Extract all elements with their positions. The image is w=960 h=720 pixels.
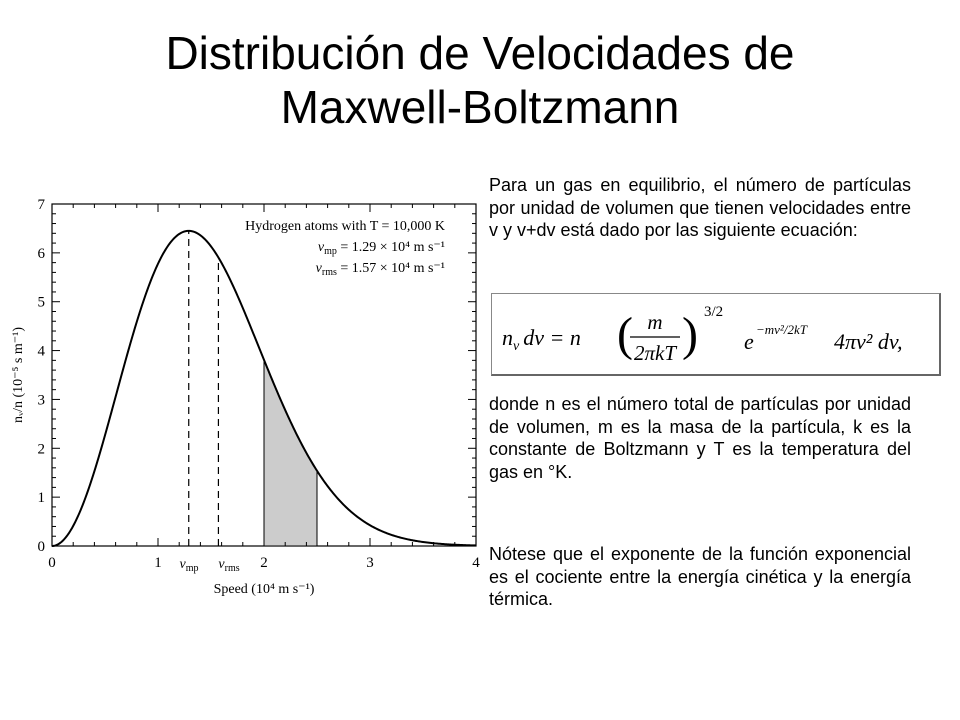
y-tick-label: 5: [37, 294, 45, 311]
x-tick-label: 1: [154, 555, 162, 571]
note-paragraph: Nótese que el exponente de la función exponencial es el cociente entre la energía cinética y la energía térmica.: [489, 544, 911, 610]
shaded-speed-interval: [264, 360, 317, 546]
vrms-label: $v_{rms}$: [218, 557, 240, 574]
svg-text:−mv²/2kT: −mv²/2kT: [756, 322, 807, 337]
x-axis-label: Speed (10⁴ m s⁻¹): [213, 582, 315, 597]
y-tick-label: 0: [37, 539, 45, 555]
svg-text:3/2: 3/2: [704, 304, 724, 320]
definitions-paragraph: donde n es el número total de partículas por unidad de volumen, m es la masa de la partícula, k es la constante de Boltzmann y T es la temperatura del gas en °K.: [489, 394, 911, 482]
title-line-1: Distribución de Velocidades de: [165, 27, 795, 79]
y-tick-label: 4: [37, 343, 45, 360]
chart-title: Hydrogen atoms with T = 10,000 K: [245, 219, 445, 234]
y-tick-label: 3: [37, 392, 45, 409]
annotation-vrms: $v_{rms} = 1.57 \times 10^4$ m s⁻¹: [315, 261, 445, 278]
svg-text:e: e: [744, 329, 754, 354]
equation-box: [491, 293, 941, 376]
svg-text:(: (: [617, 308, 633, 361]
title-line-2: Maxwell-Boltzmann: [280, 81, 680, 133]
y-tick-labels: [38, 197, 46, 555]
slide-title: [0, 26, 960, 134]
x-tick-label: 0: [48, 555, 56, 571]
svg-text:m: m: [647, 310, 663, 334]
y-tick-label: 2: [37, 441, 45, 458]
y-tick-label: 1: [37, 490, 45, 507]
y-tick-label: 7: [37, 197, 45, 213]
maxwell-boltzmann-chart: [0, 185, 480, 615]
y-axis-label: nᵥ/n (10⁻⁵ s m⁻¹): [11, 326, 26, 424]
vmp-label: $v_{mp}$: [179, 557, 199, 574]
y-tick-label: 6: [37, 245, 45, 262]
x-tick-label: 4: [472, 555, 480, 571]
svg-text:2πkT: 2πkT: [633, 341, 677, 365]
svg-text:nvdv = n: $n_v$ dv = n: [502, 325, 581, 354]
maxwell-boltzmann-equation: [492, 294, 938, 373]
x-tick-label: 3: [366, 555, 374, 571]
x-tick-label: 2: [260, 555, 268, 571]
x-tick-labels: [48, 555, 480, 571]
intro-paragraph: Para un gas en equilibrio, el número de partículas por unidad de volumen que tienen velocidades entre v y v+dv está dado por las siguiente ecuación:: [489, 175, 911, 241]
svg-text:4πv² dv,: 4πv² dv,: [834, 329, 903, 354]
svg-text:): ): [682, 308, 698, 361]
annotation-vmp: $v_{mp} = 1.29 \times 10^4$ m s⁻¹: [317, 240, 445, 257]
